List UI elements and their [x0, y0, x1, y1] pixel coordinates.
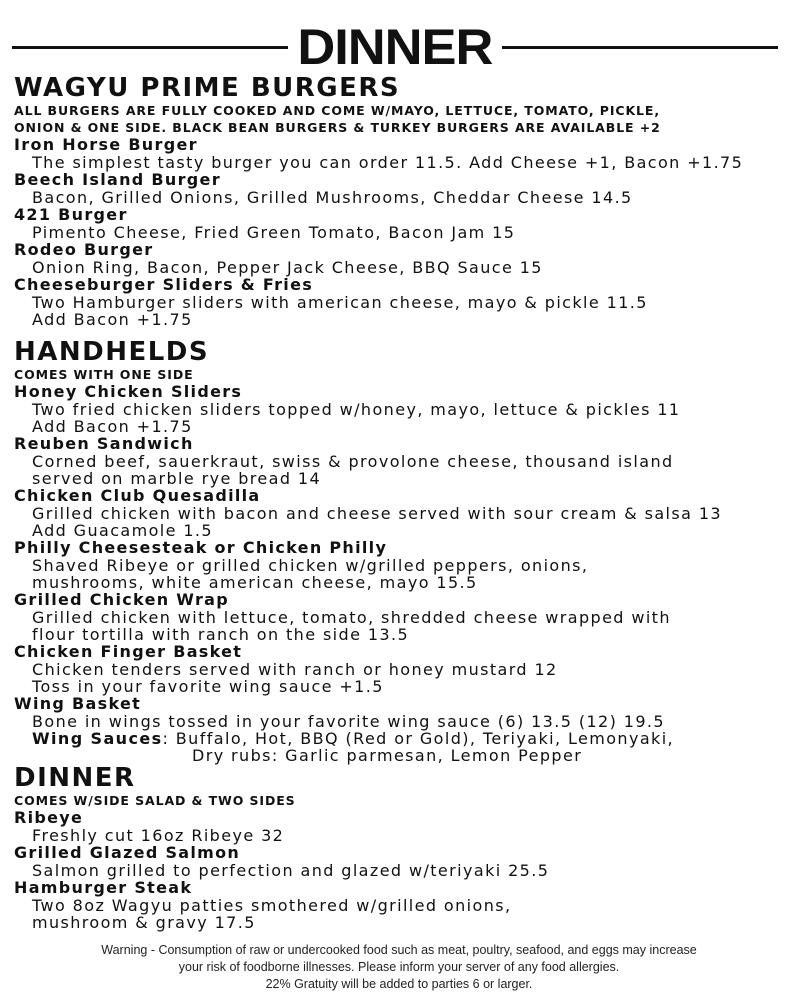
menu-item: [14, 435, 794, 487]
item-name: Chicken Club Quesadilla: [14, 486, 261, 505]
item-desc: served on marble rye bread 14: [32, 469, 322, 488]
wing-sauces-label: Wing Sauces: [32, 729, 163, 748]
item-desc: The simplest tasty burger you can order 11.5. Add Cheese +1, Bacon +1.75: [32, 153, 744, 172]
item-desc: Salmon grilled to perfection and glazed w/teriyaki 25.5: [32, 861, 550, 880]
item-desc: mushroom & gravy 17.5: [32, 913, 256, 932]
burgers-heading: WAGYU PRIME BURGERS: [14, 73, 401, 103]
item-desc: Grilled chicken with lettuce, tomato, shredded cheese wrapped with: [32, 608, 671, 627]
gratuity-note: 22% Gratuity will be added to parties 6 or larger.: [265, 977, 533, 991]
item-name: Grilled Chicken Wrap: [14, 590, 229, 609]
menu-item: [14, 879, 794, 931]
item-name: 421 Burger: [14, 205, 128, 224]
menu-title-row: [12, 19, 778, 75]
allergy-warning: [14, 942, 784, 993]
menu-title: DINNER: [297, 19, 493, 75]
item-name: Chicken Finger Basket: [14, 642, 243, 661]
burgers-note-line1: ALL BURGERS ARE FULLY COOKED AND COME W/MAYO, LETTUCE, TOMATO, PICKLE,: [14, 103, 661, 118]
item-desc: Bone in wings tossed in your favorite wing sauce (6) 13.5 (12) 19.5: [32, 712, 665, 731]
item-desc: Two fried chicken sliders topped w/honey, mayo, lettuce & pickles 11: [32, 400, 681, 419]
item-desc: Add Guacamole 1.5: [32, 521, 214, 540]
item-name: Wing Basket: [14, 694, 142, 713]
item-desc: Toss in your favorite wing sauce +1.5: [32, 677, 384, 696]
dry-rubs-line: Dry rubs: Garlic parmesan, Lemon Pepper: [192, 746, 583, 765]
burgers-section: [14, 74, 794, 328]
item-desc: mushrooms, white american cheese, mayo 15.5: [32, 573, 478, 592]
item-name: Reuben Sandwich: [14, 434, 194, 453]
item-desc: Add Bacon +1.75: [32, 417, 193, 436]
title-left-rule: [12, 46, 288, 49]
dinner-items: [14, 809, 794, 931]
burgers-items: [14, 136, 794, 328]
item-desc: Corned beef, sauerkraut, swiss & provolone cheese, thousand island: [32, 452, 674, 471]
item-name: Ribeye: [14, 808, 84, 827]
menu-item: [14, 695, 794, 764]
menu-item: [14, 276, 794, 328]
menu-item: [14, 487, 794, 539]
menu-item: [14, 241, 794, 276]
menu-item: [14, 809, 794, 844]
handhelds-heading: HANDHELDS: [14, 337, 210, 367]
handhelds-section: [14, 338, 794, 764]
menu-item: [14, 171, 794, 206]
item-desc: Grilled chicken with bacon and cheese served with sour cream & salsa 13: [32, 504, 722, 523]
dinner-section: [14, 764, 794, 931]
menu-item: [14, 206, 794, 241]
handhelds-items: [14, 383, 794, 764]
menu-item: [14, 591, 794, 643]
item-desc: Shaved Ribeye or grilled chicken w/grilled peppers, onions,: [32, 556, 589, 575]
item-name: Honey Chicken Sliders: [14, 382, 243, 401]
menu-item: [14, 643, 794, 695]
item-name: Beech Island Burger: [14, 170, 221, 189]
warning-line2: your risk of foodborne illnesses. Please inform your server of any food allergies.: [178, 960, 620, 974]
menu-item: [14, 539, 794, 591]
burgers-note-line2: ONION & ONE SIDE. BLACK BEAN BURGERS & TURKEY BURGERS ARE AVAILABLE +2: [14, 120, 661, 135]
wing-sauces-line: [32, 730, 794, 747]
menu-item: [14, 844, 794, 879]
item-name: Grilled Glazed Salmon: [14, 843, 241, 862]
item-name: Hamburger Steak: [14, 878, 193, 897]
title-right-rule: [502, 46, 778, 49]
menu-item: [14, 136, 794, 171]
item-name: Iron Horse Burger: [14, 135, 198, 154]
item-desc: Chicken tenders served with ranch or honey mustard 12: [32, 660, 558, 679]
item-desc: Two Hamburger sliders with american cheese, mayo & pickle 11.5: [32, 293, 648, 312]
warning-line1: Warning - Consumption of raw or undercooked food such as meat, poultry, seafood, and eggs may increase: [101, 943, 697, 957]
item-desc: Freshly cut 16oz Ribeye 32: [32, 826, 285, 845]
handhelds-sub: COMES WITH ONE SIDE: [14, 367, 194, 382]
wing-sauces-list: : Buffalo, Hot, BBQ (Red or Gold), Teriyaki, Lemonyaki,: [162, 729, 675, 748]
item-desc: Pimento Cheese, Fried Green Tomato, Bacon Jam 15: [32, 223, 516, 242]
item-name: Philly Cheesesteak or Chicken Philly: [14, 538, 388, 557]
dinner-sub: COMES W/SIDE SALAD & TWO SIDES: [14, 793, 296, 808]
item-name: Cheeseburger Sliders & Fries: [14, 275, 314, 294]
item-desc: flour tortilla with ranch on the side 13.5: [32, 625, 410, 644]
dinner-heading: DINNER: [14, 763, 136, 793]
item-name: Rodeo Burger: [14, 240, 154, 259]
menu-item: [14, 383, 794, 435]
item-desc: Onion Ring, Bacon, Pepper Jack Cheese, BBQ Sauce 15: [32, 258, 543, 277]
item-desc: Add Bacon +1.75: [32, 310, 193, 329]
item-desc: Bacon, Grilled Onions, Grilled Mushrooms, Cheddar Cheese 14.5: [32, 188, 633, 207]
item-desc: Two 8oz Wagyu patties smothered w/grilled onions,: [32, 896, 512, 915]
